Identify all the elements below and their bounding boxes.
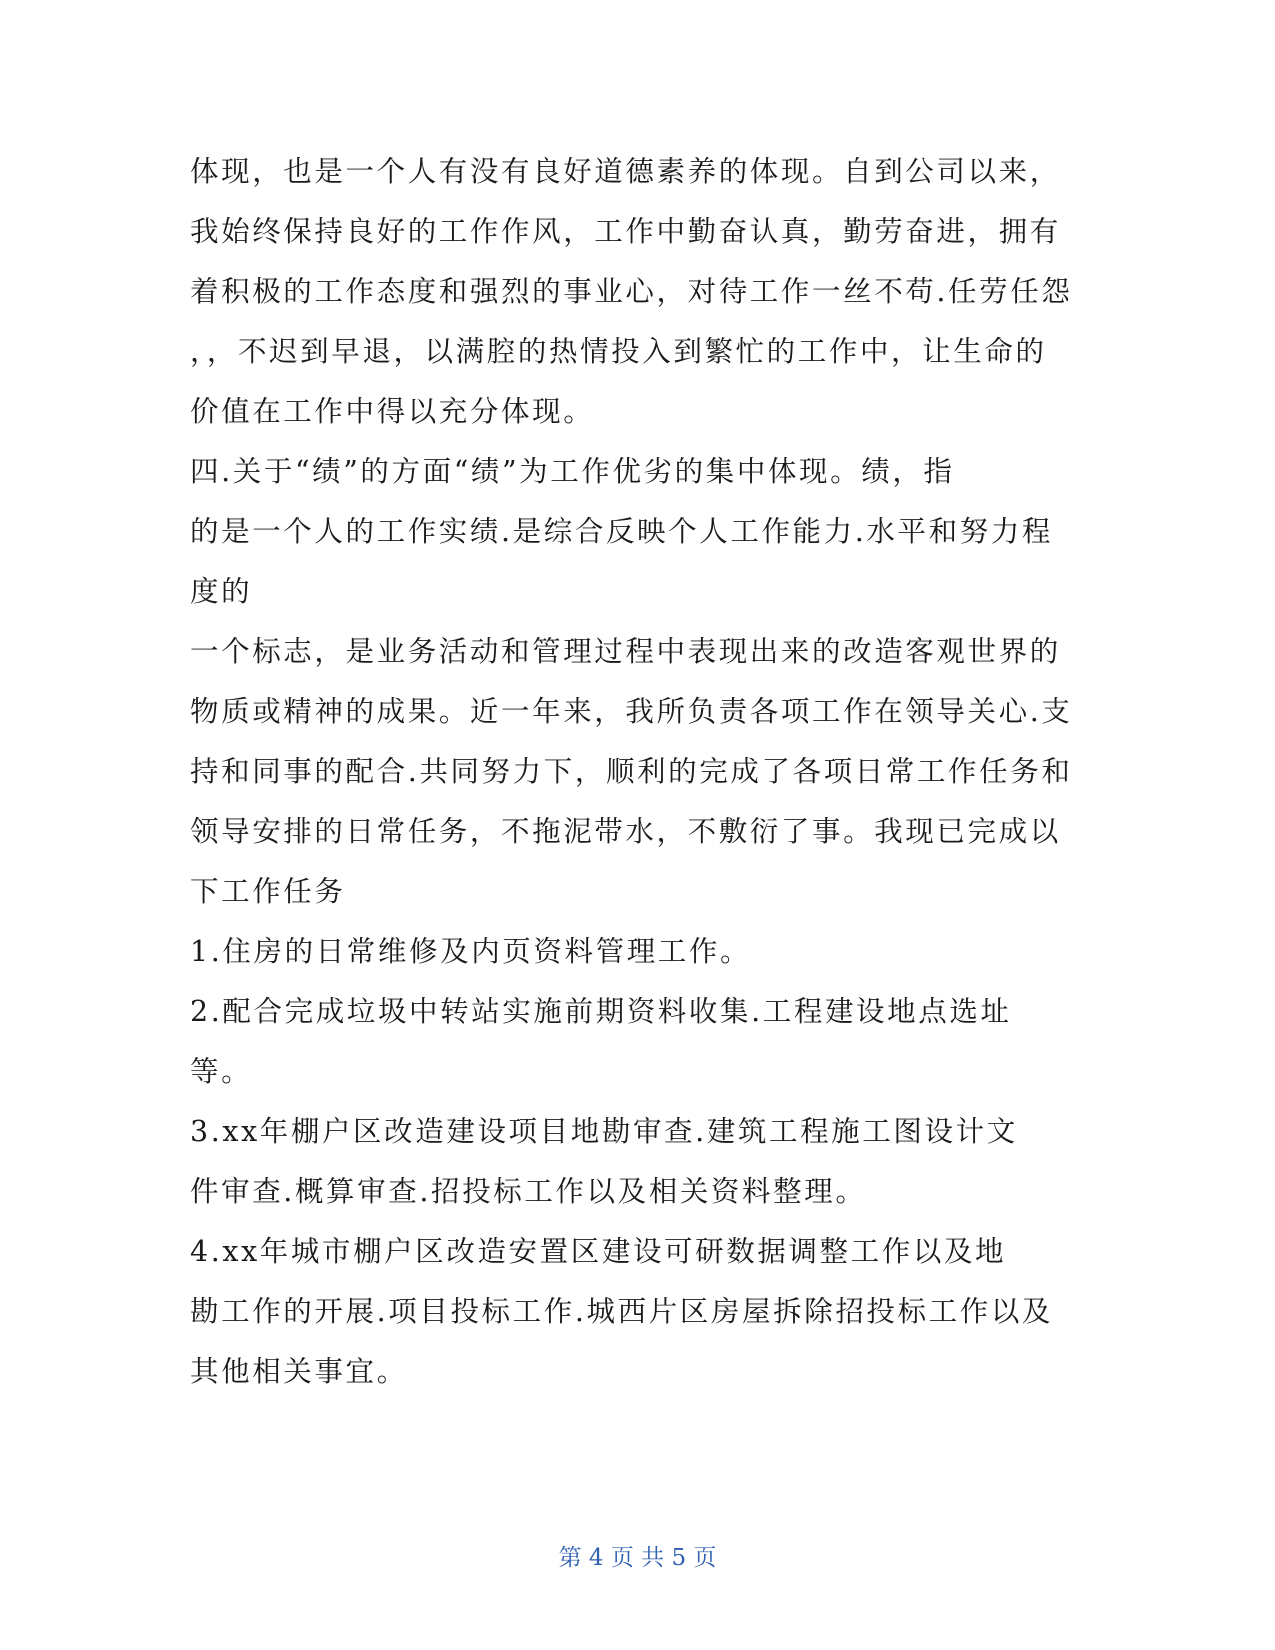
- text-line: 3.xx年棚户区改造建设项目地勘审查.建筑工程施工图设计文: [190, 1115, 1018, 1148]
- text-line: 的是一个人的工作实绩.是综合反映个人工作能力.水平和努力程: [190, 515, 1054, 548]
- text-line: 四.关于“绩”的方面“绩”为工作优劣的集中体现。绩，指: [190, 455, 955, 488]
- total-page-number: 5: [671, 1545, 687, 1571]
- footer-page-label: 页: [610, 1545, 634, 1571]
- document-body: [190, 142, 1090, 1402]
- text-line: 1.住房的日常维修及内页资料管理工作。: [190, 935, 752, 968]
- text-line: ，，不迟到早退，以满腔的热情投入到繁忙的工作中，让生命的: [190, 335, 1047, 368]
- text-line: 件审查.概算审查.招投标工作以及相关资料整理。: [190, 1175, 867, 1208]
- text-line: 物质或精神的成果。近一年来，我所负责各项工作在领导关心.支: [190, 695, 1073, 728]
- footer-total-label: 页: [693, 1545, 717, 1571]
- text-line: 价值在工作中得以充分体现。: [190, 395, 595, 428]
- text-line: 一个标志，是业务活动和管理过程中表现出来的改造客观世界的: [190, 635, 1061, 668]
- text-line: 持和同事的配合.共同努力下，顺利的完成了各项日常工作任务和: [190, 755, 1073, 788]
- text-line: 勘工作的开展.项目投标工作.城西片区房屋拆除招投标工作以及: [190, 1295, 1054, 1328]
- text-line: 下工作任务: [190, 875, 346, 908]
- page-footer: [0, 1543, 1275, 1573]
- text-line: 其他相关事宜。: [190, 1355, 408, 1388]
- text-line: 度的: [190, 575, 253, 608]
- current-page-number: 4: [588, 1545, 604, 1571]
- footer-prefix: 第: [558, 1545, 582, 1571]
- text-line: 2.配合完成垃圾中转站实施前期资料收集.工程建设地点选址: [190, 995, 1012, 1028]
- text-line: 着积极的工作态度和强烈的事业心，对待工作一丝不苟.任劳任怨: [190, 275, 1073, 308]
- footer-total-prefix: 共: [641, 1545, 665, 1571]
- text-line: 体现，也是一个人有没有良好道德素养的体现。自到公司以来，: [190, 155, 1061, 188]
- text-line: 等。: [190, 1055, 253, 1088]
- text-line: 领导安排的日常任务，不拖泥带水，不敷衍了事。我现已完成以: [190, 815, 1061, 848]
- text-line: 4.xx年城市棚户区改造安置区建设可研数据调整工作以及地: [190, 1235, 1007, 1268]
- text-line: 我始终保持良好的工作作风，工作中勤奋认真，勤劳奋进，拥有: [190, 215, 1061, 248]
